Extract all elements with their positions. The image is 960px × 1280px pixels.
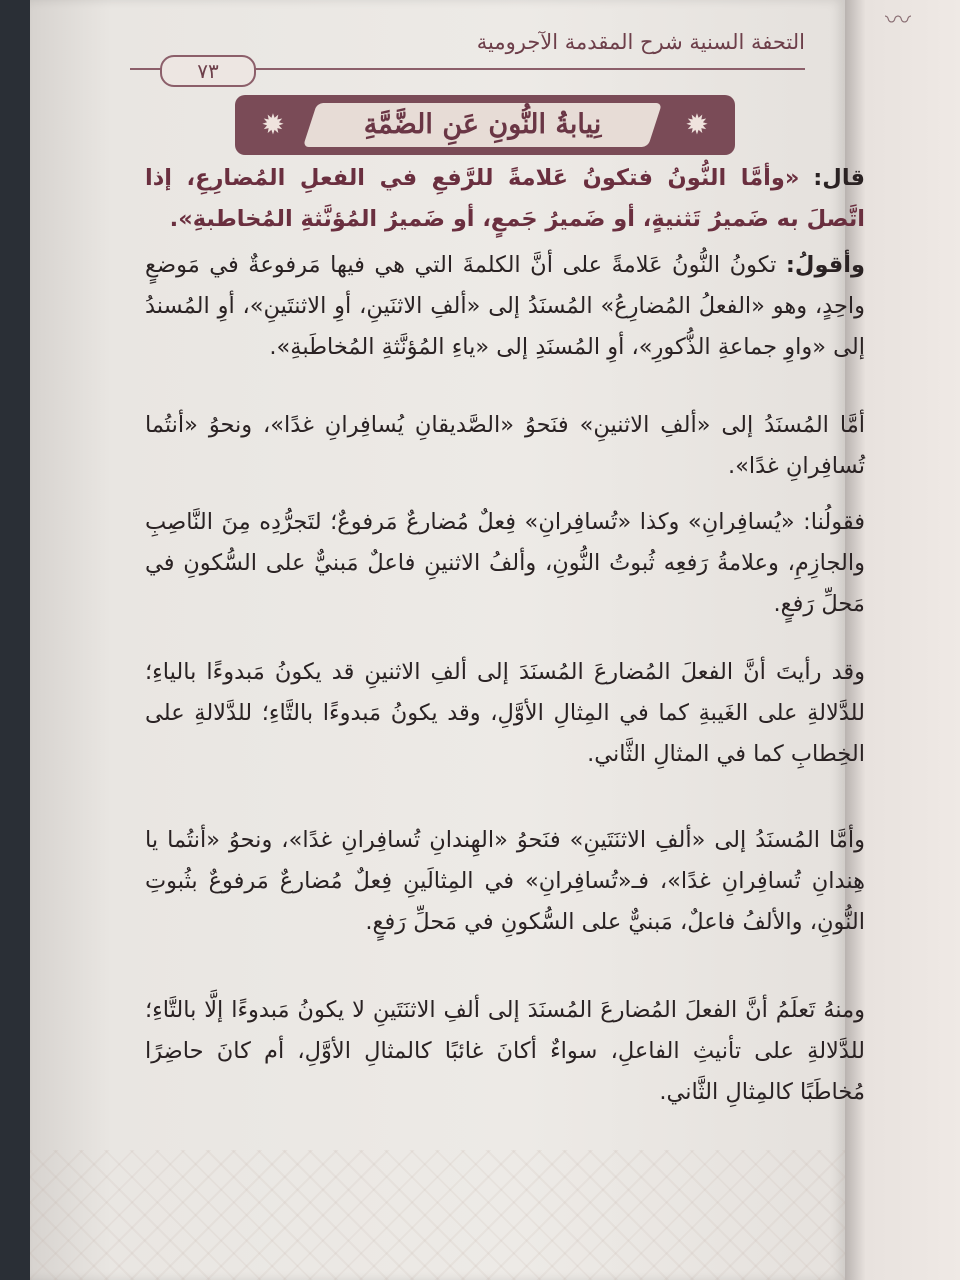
star-ornament-icon: ✹ xyxy=(261,108,285,141)
adjacent-page-ornament: 〰 xyxy=(885,6,912,36)
paragraph xyxy=(145,502,865,625)
quote-text: «وأمَّا النُّونُ فتكونُ عَلامةً للرَّفعِ في الفعلِ المُضارِعِ، إذا اتَّصلَ به ضَميرُ تَثنيةٍ، أو ضَميرُ جَمعٍ، أو ضَميرُ المُؤنَّثةِ المُخاطبةِ». xyxy=(145,165,865,232)
star-ornament-icon: ✹ xyxy=(685,108,709,141)
paragraph xyxy=(145,820,865,943)
paragraph xyxy=(145,990,865,1113)
paragraph-text: أمَّا المُسنَدُ إلى «ألفِ الاثنينِ» فنَحوُ «الصَّديقانِ يُسافِرانِ غدًا»، ونحوُ «أنتُما تُسافِرانِ غدًا». xyxy=(145,412,865,479)
quote-lead: قال: xyxy=(813,165,865,191)
book-page xyxy=(30,0,865,1280)
paragraph xyxy=(145,405,865,487)
paragraph-text: تكونُ النُّونُ عَلامةً على أنَّ الكلمةَ التي هي فيها مَرفوعةٌ في مَوضعٍ واحِدٍ، وهو «الفعلُ المُضارِعُ» المُسنَدُ إلى «ألفِ الاثنَينِ، أوِ الاثنتَينِ»، أوِ المُسندُ إلى «واوِ جماعةِ الذُّكورِ»، أوِ المُسنَدِ إلى «ياءِ المُؤنَّثةِ المُخاطَبةِ». xyxy=(145,252,865,360)
section-title: نِيابةُ النُّونِ عَنِ الضَّمَّةِ xyxy=(363,109,602,140)
paragraph-text: وأمَّا المُسنَدُ إلى «ألفِ الاثنَتَينِ» فنَحوُ «الهِندانِ تُسافِرانِ غدًا»، ونحوُ «أنتُما يا هِندانِ تُسافِرانِ غدًا»، فـ«تُسافِرانِ» في المِثالَينِ فِعلٌ مُضارعٌ مَرفوعٌ بثُبوتِ النُّونِ، والألفُ فاعلٌ، مَبنيٌّ على السُّكونِ في مَحلِّ رَفعٍ. xyxy=(145,827,865,935)
section-banner xyxy=(235,95,735,155)
paragraph-text: فقولُنا: «يُسافِرانِ» وكذا «تُسافِرانِ» فِعلٌ مُضارعٌ مَرفوعٌ؛ لتَجرُّدِه مِنَ النَّاصِبِ والجازِمِ، وعلامةُ رَفعِه ثُبوتُ النُّونِ، وألفُ الاثنينِ فاعلٌ مَبنيٌّ على السُّكونِ في مَحلِّ رَفعٍ. xyxy=(145,509,865,617)
quoted-matn xyxy=(145,158,865,240)
page-bottom-pattern xyxy=(30,1150,845,1280)
paragraph-text: وقد رأيتَ أنَّ الفعلَ المُضارعَ المُسنَدَ إلى ألفِ الاثنينِ قد يكونُ مَبدوءًا بالياءِ؛ للدَّلالةِ على الغَيبةِ كما في المِثالِ الأوَّلِ، وقد يكونُ مَبدوءًا بالتَّاءِ؛ للدَّلالةِ على الخِطابِ كما في المثالِ الثَّاني. xyxy=(145,659,865,767)
page-number: ٧٣ xyxy=(160,55,256,87)
paragraph xyxy=(145,652,865,775)
paragraph-text: ومنهُ تَعلَمُ أنَّ الفعلَ المُضارعَ المُسنَدَ إلى ألفِ الاثنَتَينِ لا يكونُ مَبدوءًا إلَّا بالتَّاءِ؛ للدَّلالةِ على تأنيثِ الفاعلِ، سواءٌ أكانَ غائبًا كالمثالِ الأوَّلِ، أم كانَ حاضِرًا مُخاطَبًا كالمِثالِ الثَّاني. xyxy=(145,997,865,1105)
running-header-title: التحفة السنية شرح المقدمة الآجرومية xyxy=(476,30,805,54)
paragraph xyxy=(145,245,865,368)
paragraph-lead: وأقولُ: xyxy=(785,252,865,278)
